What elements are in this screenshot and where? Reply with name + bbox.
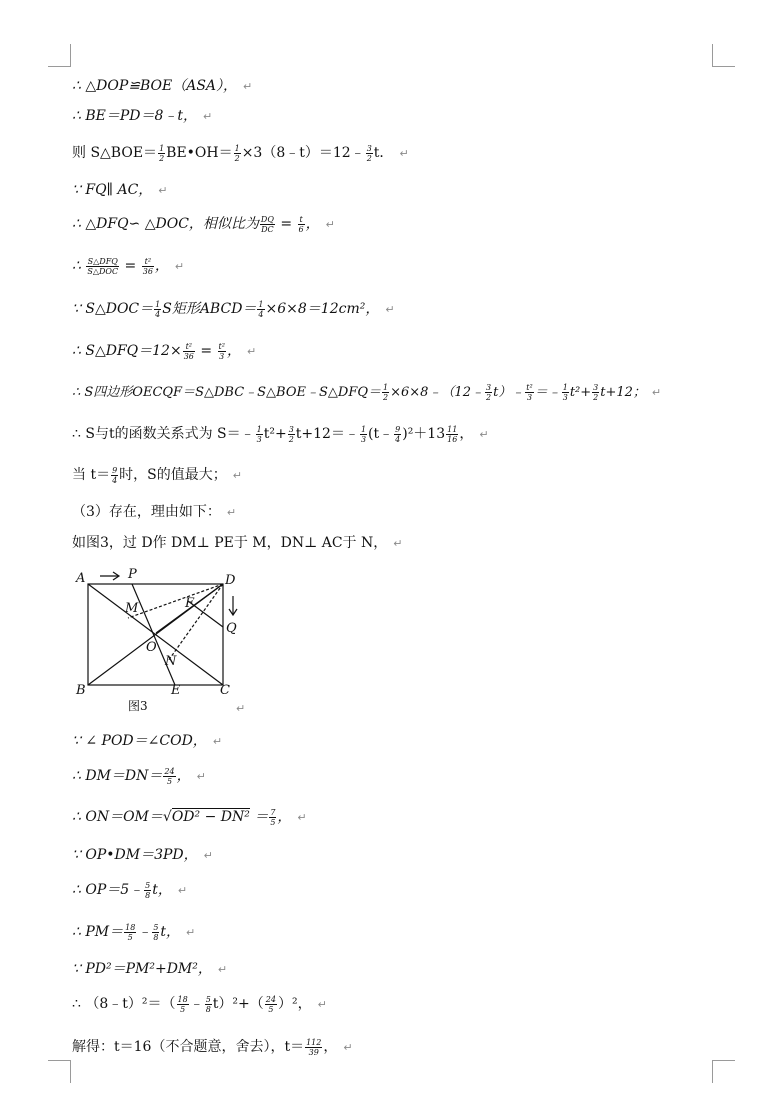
text: ）²， [277,996,312,1012]
fraction: $\frac{18}{5}$ [125,922,136,942]
text: ∴ DM＝DN＝ [72,768,163,784]
label-b: B [76,683,86,698]
line-3 [72,143,409,164]
text: ∴ [72,108,86,124]
text: ∴ OP＝5﹣ [72,882,144,898]
paragraph-mark-icon: ↵ [226,506,237,519]
fraction: $\frac{\text{S△DFQ}}{\text{S△DOC}}$ [87,256,119,276]
label-q: Q [226,621,237,636]
text: t²+ [569,385,592,400]
text: 时，S的值最大； [119,467,227,483]
segment-pe [132,584,175,685]
text: 如图3，过 D作 DM⊥ PE于 M，DN⊥ AC于 N， [72,535,388,551]
fraction: $\frac{\text{t²}}{36}$ [142,256,153,276]
paragraph-mark-icon: ↵ [158,184,168,197]
paragraph-mark-icon: ↵ [186,926,196,939]
paragraph-mark-icon: ↵ [174,260,185,273]
paragraph-mark-icon: ↵ [212,735,223,748]
text: ∵ OP•DM＝3PD， [72,847,198,863]
text: )²＋13 [402,426,446,442]
text: ∴ S△DFQ＝12× [72,343,182,359]
line-18 [72,880,187,901]
label-m: M [125,601,139,616]
label-a: A [76,571,86,586]
sqrt-radicand: OD² − DN² [171,809,250,825]
fraction: $\frac{1}{3}$ [256,424,262,444]
fraction: $\frac{1}{3}$ [562,383,568,402]
paragraph-mark-icon: ↵ [196,770,206,783]
line-7 [72,299,395,320]
text: ∴ ON＝OM＝ [72,809,163,825]
text: ， [305,216,320,232]
line-5: ∴ △DFQ∽ △DOC，相似比为 $\frac{DQ}{DC}$ = $\frac{t}{6}$ ， ↵ [72,214,335,234]
paragraph-mark-icon: ↵ [343,1041,353,1054]
text: FQ∥ AC， [85,182,153,198]
fraction: $\frac{24}{5}$ [164,766,175,786]
text: （3）存在，理由如下： [72,504,221,520]
fraction: $\frac{\text{t²}}{3}$ [218,341,225,361]
fraction: $\frac{DQ}{DC}$ [260,214,274,234]
text: 当 t＝ [72,467,111,483]
fraction: $\frac{3}{2}$ [485,383,492,402]
label-n: N [165,654,177,669]
text: t）﹣ [493,385,525,400]
label-f: F [185,596,195,611]
text: ， [226,343,241,359]
text: ∵ S△DOC＝ [72,301,154,317]
fraction: $\frac{5}{8}$ [153,922,159,942]
text: ∵ [72,182,86,198]
line-15 [72,766,206,787]
text: ∴ △ [72,78,97,94]
line-20 [72,959,227,980]
fraction: $\frac{\text{t²}}{36}$ [183,341,194,361]
fraction: $\frac{1}{4}$ [155,299,161,319]
line-1 [72,76,252,97]
text: ﹣ [189,996,204,1012]
text: 则 S△BOE＝ [72,145,158,161]
fraction: $\frac{9}{4}$ [395,424,401,444]
paragraph-mark-icon: ↵ [236,702,246,715]
text: BE＝PD＝8﹣t， [85,108,198,124]
fraction: $\frac{3}{2}$ [593,383,599,402]
text: ， [154,258,169,274]
label-c: C [220,683,230,698]
label-d: D [225,573,236,588]
corner-mark-bottom-left [48,1060,71,1083]
line-17 [72,845,213,866]
fraction: $\frac{1}{2}$ [159,143,165,163]
paragraph-mark-icon: ↵ [479,428,489,441]
text: ∴ PM＝ [72,924,124,940]
text: ×6×8＝12cm²， [265,301,380,317]
line-6: ∴ $\frac{\text{S△DFQ}}{\text{S△DOC}}$ = $\frac{\text{t²}}{36}$ ， ↵ [72,256,185,276]
fraction: $\frac{1}{3}$ [360,424,367,444]
paragraph-mark-icon: ↵ [325,218,335,231]
text: ∴ [72,258,86,274]
fraction: $\frac{1}{2}$ [234,143,240,163]
fraction: $\frac{1}{4}$ [258,299,264,319]
fraction: $\frac{112}{39}$ [306,1037,322,1057]
line-8: ∴ S△DFQ＝12× $\frac{\text{t²}}{36}$ = $\frac{\text{t²}}{3}$ ， ↵ [72,341,257,361]
paragraph-mark-icon: ↵ [399,147,409,160]
line-4 [72,180,168,201]
line-10 [72,424,489,445]
segment-dn [168,584,223,661]
text: ×3（8﹣t）＝12﹣ [241,145,365,161]
text: ， [323,1039,338,1055]
text: DFQ∽ △DOC，相似比为 [96,216,259,232]
fraction: $\frac{3}{2}$ [288,424,294,444]
paragraph-mark-icon: ↵ [297,811,307,824]
text: ∴ △ [72,216,97,232]
text: ， [277,809,292,825]
fraction: $\frac{5}{8}$ [205,994,211,1014]
text: t）²+（ [212,996,264,1012]
text: ×6×8﹣（12﹣ [390,385,484,400]
geometry-diagram-figure-3 [70,566,250,718]
fraction: $\frac{7}{5}$ [270,807,276,827]
corner-mark-top-right [712,44,735,67]
text: 解得：t＝16（不合题意，舍去），t＝ [72,1039,305,1055]
line-21 [72,994,327,1015]
paragraph-mark-icon: ↵ [246,345,257,358]
label-e: E [171,683,181,698]
text: ＝﹣ [534,385,561,400]
fraction: $\frac{3}{2}$ [366,143,372,163]
label-o: O [146,640,157,655]
text: t， [152,882,172,898]
text: BE•OH＝ [166,145,233,161]
paragraph-mark-icon: ↵ [232,469,242,482]
segment-dm [128,584,223,618]
paragraph-mark-icon: ↵ [393,537,403,550]
paragraph-mark-icon: ↵ [243,80,253,93]
line-9 [72,383,661,403]
text: (t﹣ [368,426,394,442]
text: t， [160,924,181,940]
text: t+12＝﹣ [295,426,359,442]
text: DOP≌BOE（ASA）， [96,78,238,94]
label-p: P [128,567,137,582]
fraction: $\frac{9}{4}$ [112,465,118,485]
text: ， [176,768,191,784]
text: ∴ （8﹣t）²＝（ [72,996,176,1012]
text: t²+ [263,426,287,442]
paragraph-mark-icon: ↵ [203,110,213,123]
line-2 [72,106,212,127]
line-22 [72,1037,353,1058]
text: t． [373,145,394,161]
text: ＝ [249,809,269,825]
text: ∵ ∠ POD＝∠COD， [72,733,207,749]
line-13 [72,533,402,554]
line-12 [72,502,236,523]
text: ∴ S与t的函数关系式为 S＝﹣ [72,426,255,442]
paragraph-mark-icon: ↵ [317,998,327,1011]
line-16: ∴ ON＝OM＝√OD² − DN² ＝ $\frac{7}{5}$ ， ↵ [72,807,307,827]
fraction: $\frac{\text{t²}}{3}$ [526,383,533,402]
line-19 [72,922,195,943]
paragraph-mark-icon: ↵ [651,386,662,399]
text: ， [459,426,474,442]
paragraph-mark-icon: ↵ [203,849,213,862]
text: ﹣ [137,924,152,940]
fraction: $\frac{18}{5}$ [177,994,188,1014]
paragraph-mark-icon: ↵ [177,884,188,897]
text: S矩形ABCD＝ [162,301,257,317]
corner-mark-top-left [48,44,71,67]
line-14 [72,731,222,752]
figure-caption: 图3 [128,699,148,713]
fraction: $\frac{5}{8}$ [145,880,151,900]
corner-mark-bottom-right [712,1060,735,1083]
paragraph-mark-icon: ↵ [217,963,228,976]
fraction: $\frac{t}{6}$ [298,214,304,234]
fraction: $\frac{11}{16}$ [447,424,458,444]
text: t+12； [600,385,646,400]
fraction: $\frac{24}{5}$ [265,994,276,1014]
line-11 [72,465,242,486]
paragraph-mark-icon: ↵ [385,303,395,316]
fraction: $\frac{1}{2}$ [383,383,389,402]
text: ∵ PD²＝PM²+DM²， [72,961,212,977]
text: ∴ S四边形OECQF＝S△DBC﹣S△BOE﹣S△DFQ＝ [72,385,381,400]
